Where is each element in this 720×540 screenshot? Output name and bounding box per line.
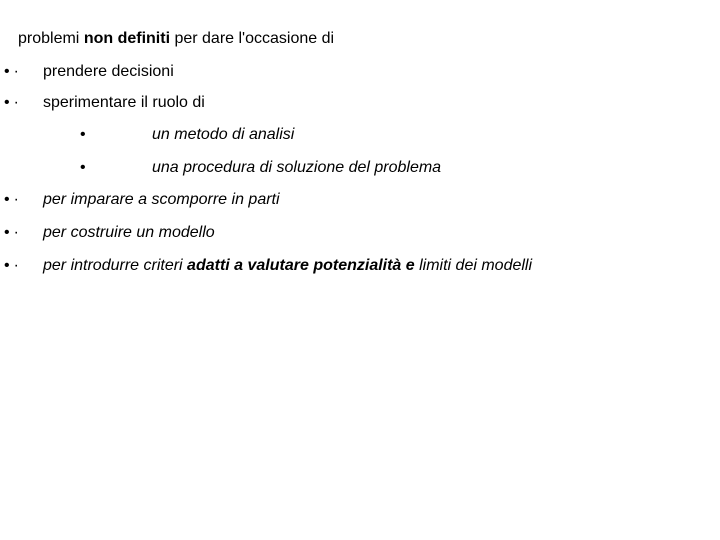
bullet-item-modello: per costruire un modello [43, 224, 215, 241]
bullet-icon: • ∙ [4, 94, 19, 111]
bullet-icon: • ∙ [4, 257, 19, 274]
bullet-item-decisioni: prendere decisioni [43, 63, 174, 80]
bullet-icon: • ∙ [4, 224, 19, 241]
criteri-text-1: per introdurre criteri [43, 257, 188, 274]
sub-bullet-icon: • [80, 126, 86, 143]
bullet-item-ruolo: sperimentare il ruolo di [43, 94, 205, 111]
intro-text-2: per dare l'occasione di [170, 30, 335, 47]
criteri-bold-text: adatti a valutare potenzialità e [187, 257, 415, 274]
bullet-icon: • ∙ [4, 191, 19, 208]
sub-bullet-icon: • [80, 159, 86, 176]
intro-bold-text: non definiti [83, 30, 171, 47]
bullet-icon: • ∙ [4, 63, 19, 80]
sub-item-procedura: una procedura di soluzione del problema [152, 159, 442, 176]
bullet-item-scomporre: per imparare a scomporre in parti [43, 191, 280, 208]
sub-item-metodo: un metodo di analisi [152, 126, 295, 143]
intro-text-1: problemi [18, 30, 84, 47]
intro-line [18, 29, 334, 49]
bullet-item-criteri [43, 256, 532, 276]
criteri-text-2: limiti dei modelli [414, 257, 533, 274]
